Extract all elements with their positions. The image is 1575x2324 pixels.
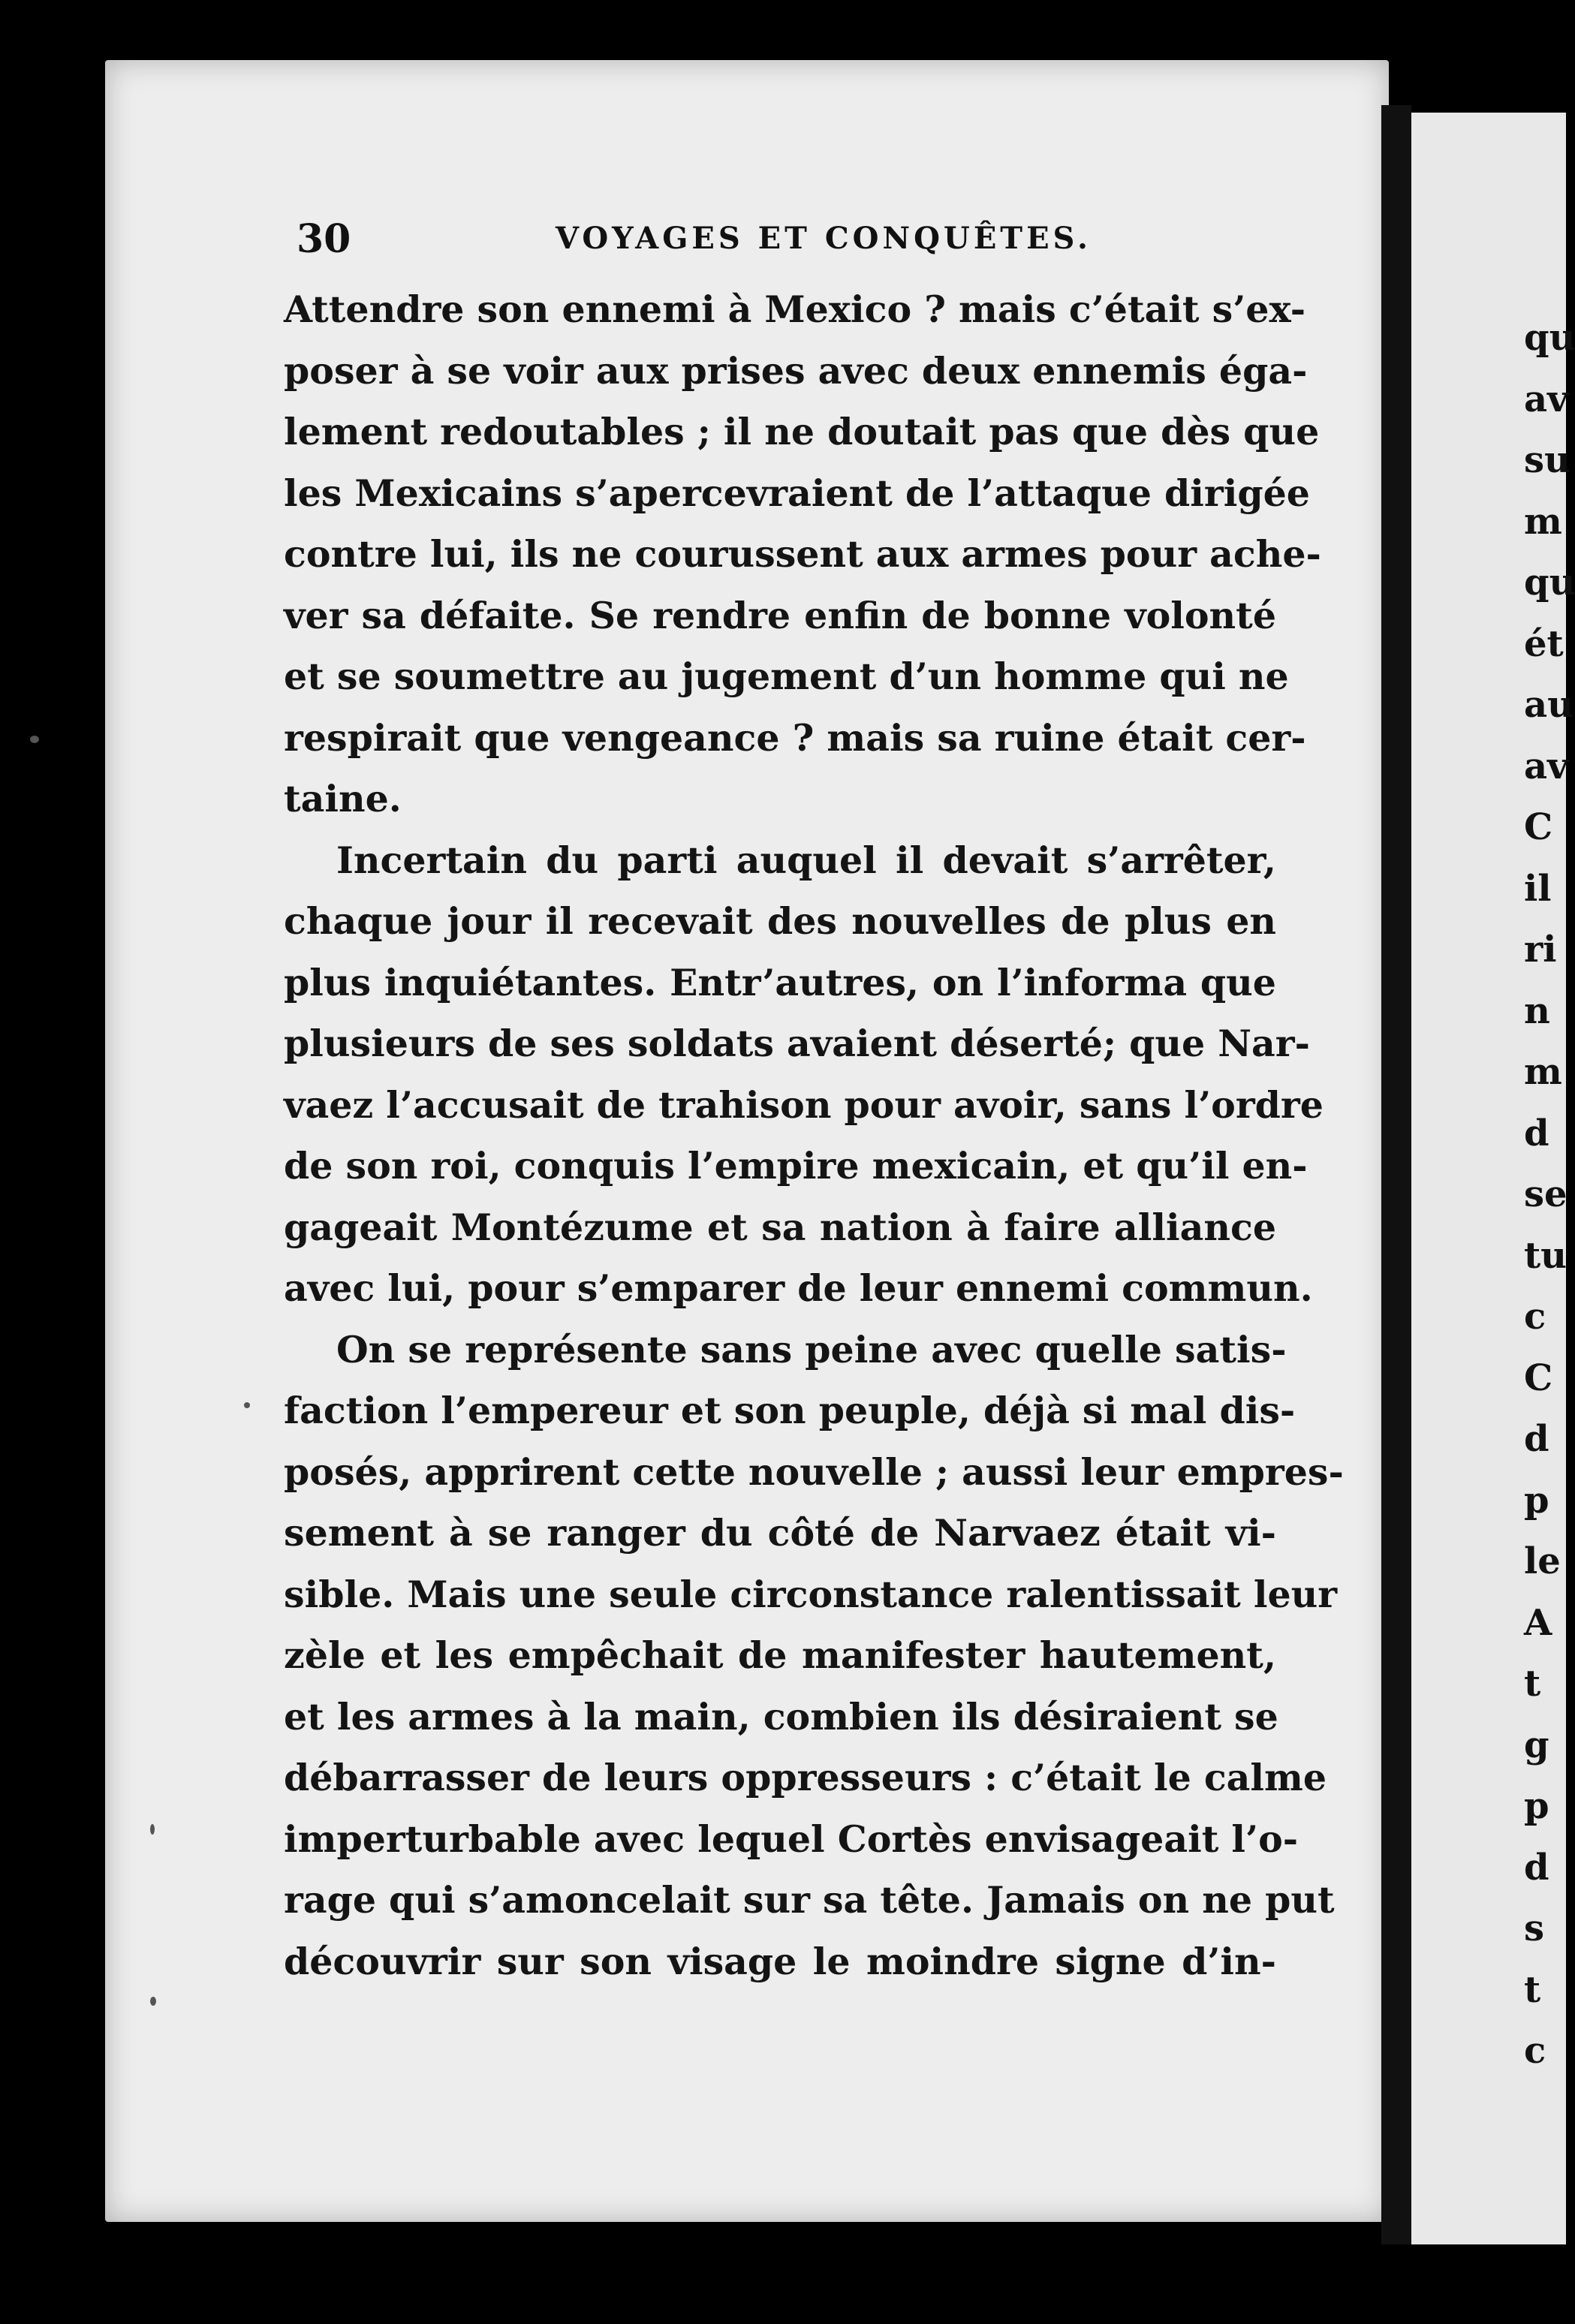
text-line: Attendre son ennemi à Mexico ? mais c’était s’ex-	[284, 287, 1306, 331]
right-line: il	[1524, 867, 1552, 910]
right-line: av	[1524, 745, 1568, 787]
text-line: On se représente sans peine avec quelle satis-	[336, 1327, 1287, 1371]
text-line: de son roi, conquis l’empire mexicain, et qu’il en-	[284, 1144, 1308, 1188]
right-line: d	[1524, 1846, 1549, 1889]
text-line: les Mexicains s’apercevraient de l’attaque dirigée	[284, 471, 1310, 515]
right-line: qu	[1524, 561, 1575, 604]
text-line: et se soumettre au jugement d’un homme qui ne	[284, 655, 1289, 698]
right-line: c	[1524, 1296, 1546, 1338]
paper-speck	[30, 736, 39, 743]
right-line: A	[1524, 1601, 1552, 1644]
text-line: vaez l’accusait de trahison pour avoir, sans l’ordre	[284, 1082, 1324, 1127]
right-line: ét	[1524, 622, 1564, 665]
paper-speck	[244, 1402, 250, 1408]
text-line: contre lui, ils ne courussent aux armes pour ache-	[284, 532, 1321, 576]
right-line: d	[1524, 1112, 1549, 1154]
right-line: m	[1524, 500, 1562, 543]
text-line: respirait que vengeance ? mais sa ruine était cer-	[284, 715, 1306, 760]
right-line: s	[1524, 1907, 1545, 1949]
right-line: p	[1524, 1479, 1549, 1522]
text-line: avec lui, pour s’emparer de leur ennemi commun.	[284, 1266, 1313, 1310]
text-line: plus inquiétantes. Entr’autres, on l’informa que	[284, 960, 1276, 1004]
text-line: plusieurs de ses soldats avaient déserté; que Nar-	[284, 1022, 1310, 1065]
body-text	[284, 279, 1344, 1992]
text-line: lement redoutables ; il ne doutait pas que dès que	[284, 410, 1320, 453]
right-line: c	[1524, 2030, 1546, 2072]
text-line: et les armes à la main, combien ils désiraient se	[284, 1694, 1278, 1738]
text-line: zèle et les empêchait de manifester hautement,	[284, 1633, 1276, 1677]
text-line: poser à se voir aux prises avec deux ennemis éga-	[284, 348, 1308, 393]
right-line: C	[1524, 806, 1553, 848]
right-line: n	[1524, 989, 1550, 1032]
right-line: su	[1524, 439, 1570, 481]
paper-speck	[150, 1997, 156, 2006]
text-line: taine.	[284, 777, 402, 820]
right-line: d	[1524, 1418, 1549, 1460]
right-line: t	[1524, 1663, 1541, 1705]
page-number: 30	[297, 216, 351, 262]
paper-speck	[150, 1824, 155, 1835]
right-line: g	[1524, 1723, 1549, 1766]
text-line: découvrir sur son visage le moindre signe d’in-	[284, 1939, 1276, 1983]
right-line: av	[1524, 378, 1568, 420]
right-line: tu	[1524, 1234, 1567, 1277]
right-line: p	[1524, 1785, 1549, 1827]
right-line: ri	[1524, 929, 1557, 971]
text-line: posés, apprirent cette nouvelle ; aussi leur empres-	[284, 1449, 1344, 1494]
right-page-text	[1524, 308, 1575, 2082]
page-header	[297, 216, 1295, 261]
text-line: sement à se ranger du côté de Narvaez était vi-	[284, 1511, 1276, 1555]
running-head: VOYAGES ET CONQUÊTES.	[556, 221, 1092, 256]
text-line: Incertain du parti auquel il devait s’arrêter,	[336, 838, 1276, 882]
text-line: faction l’empereur et son peuple, déjà si mal dis-	[284, 1389, 1296, 1432]
right-line: au	[1524, 684, 1573, 726]
right-line: se	[1524, 1173, 1567, 1215]
text-line: imperturbable avec lequel Cortès envisageait l’o-	[284, 1817, 1299, 1861]
text-line: débarrasser de leurs oppresseurs : c’était le calme	[284, 1756, 1327, 1799]
right-line: le	[1524, 1540, 1561, 1582]
text-line: sible. Mais une seule circonstance ralentissait leur	[284, 1572, 1338, 1616]
right-line: qu	[1524, 317, 1575, 359]
text-line: gageait Montézume et sa nation à faire alliance	[284, 1205, 1276, 1249]
text-line: ver sa défaite. Se rendre enfin de bonne volonté	[284, 593, 1276, 637]
book-gutter	[1381, 105, 1411, 2244]
text-line: rage qui s’amoncelait sur sa tête. Jamais on ne put	[284, 1878, 1335, 1922]
right-line: C	[1524, 1356, 1553, 1399]
right-line: m	[1524, 1051, 1562, 1093]
right-line: t	[1524, 1968, 1541, 2011]
text-line: chaque jour il recevait des nouvelles de plus en	[284, 899, 1276, 943]
